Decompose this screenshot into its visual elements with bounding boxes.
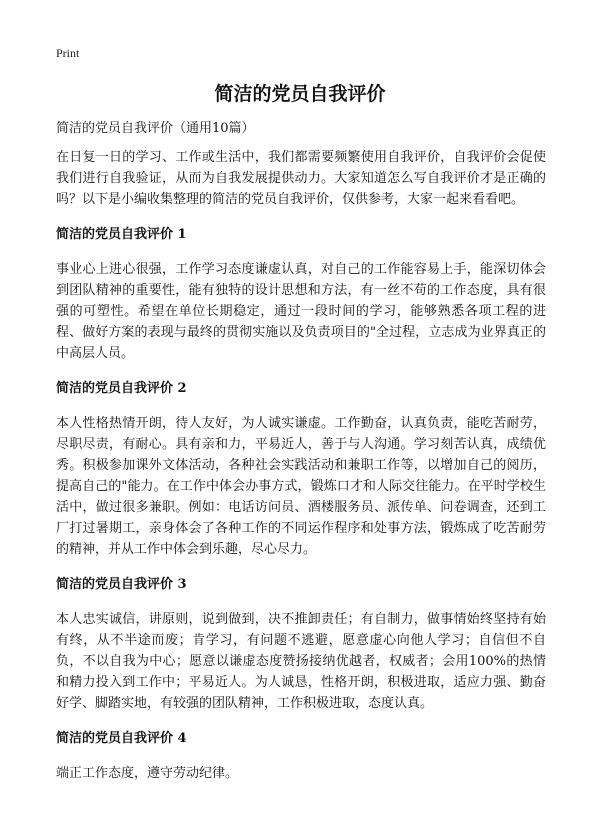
article-body [56,120,546,784]
section-heading-2: 简洁的党员自我评价 2 [56,381,187,396]
section-heading-3: 简洁的党员自我评价 3 [56,577,187,592]
print-link[interactable]: Print [56,46,80,60]
section-heading-4: 简洁的党员自我评价 4 [56,731,187,746]
page-title: 简洁的党员自我评价 [214,83,386,105]
section-body-3: 本人忠实诚信，讲原则，说到做到，决不推卸责任；有自制力，做事情始终坚持有始有终，从不半途而废；肯学习，有问题不逃避，愿意虚心向他人学习；自信但不自负，不以自我为中心；愿意以谦虚态度赞扬接纳优越者，权威者；会用100%的热情和精力投入到工作中；平易近人。为人诚恳，性格开朗，积极进取，适应力强、勤奋好学、脚踏实地，有较强的团队精神，工作积极进取，态度认真。 [56,612,546,711]
article-subtitle: 简洁的党员自我评价（通用10篇） [56,121,255,136]
section-body-2: 本人性格热情开朗，待人友好，为人诚实谦虚。工作勤奋，认真负责，能吃苦耐劳，尽职尽责，有耐心。具有亲和力，平易近人，善于与人沟通。学习刻苦认真，成绩优秀。积极参加课外文体活动，各种社会实践活动和兼职工作等，以增加自己的阅历，提高自己的"能力。在工作中体会办事方式，锻炼口才和人际交往能力。在平时学校生活中，做过很多兼职。例如：电话访问员、酒楼服务员、派传单、问卷调查，还到工厂打过暑期工，亲身体会了各种工作的不同运作程序和处事方法，锻炼成了吃苦耐劳的精神，并从工作中体会到乐趣，尽心尽力。 [56,416,546,557]
section-body-1: 事业心上进心很强，工作学习态度谦虚认真，对自己的工作能容易上手，能深切体会到团队精神的重要性，能有独特的设计思想和方法，有一丝不苟的工作态度，具有很强的可塑性。希望在单位长期稳定，通过一段时间的学习，能够熟悉各项工程的进程、做好方案的表现与最终的贯彻实施以及负责项目的"全过程，立志成为业界真正的中高层人员。 [56,262,546,361]
section-heading-1: 简洁的党员自我评价 1 [56,227,187,242]
intro-paragraph: 在日复一日的学习、工作或生活中，我们都需要频繁使用自我评价，自我评价会促使我们进行自我验证，从而为自我发展提供动力。大家知道怎么写自我评价才是正确的吗？以下是小编收集整理的简洁的党员自我评价，仅供参考，大家一起来看看吧。 [56,150,546,207]
section-body-4: 端正工作态度，遵守劳动纪律。 [56,766,239,781]
